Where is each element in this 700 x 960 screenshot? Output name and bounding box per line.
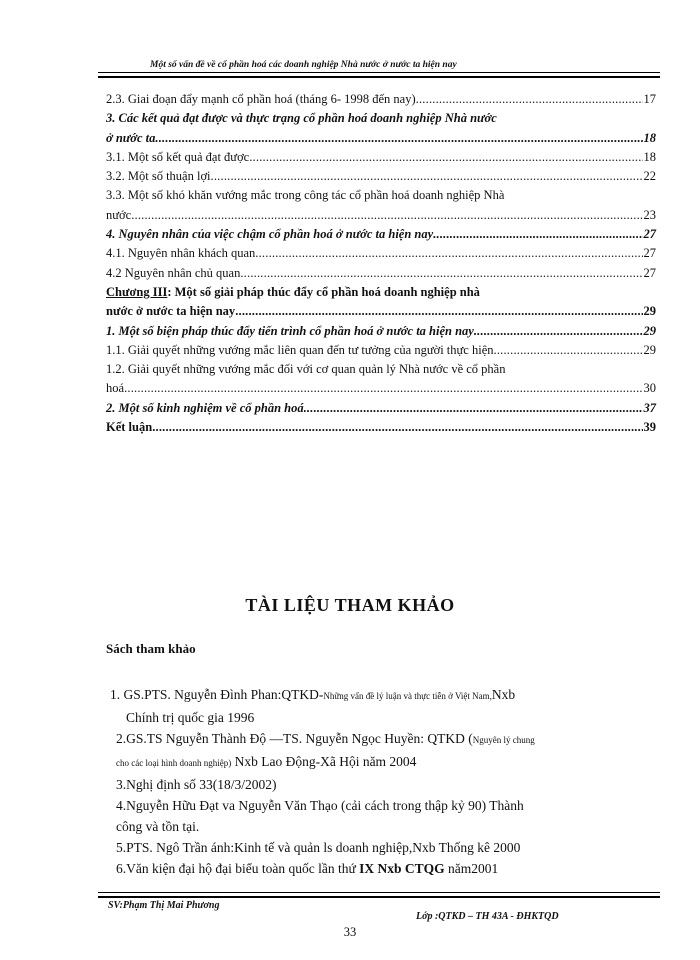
toc-leader: [433, 225, 642, 244]
toc-entry-text: 4. Nguyên nhân của việc chậm cổ phần hoá ở nước ta hiện nay: [106, 227, 434, 242]
toc-entry-text: 3.2. Một số thuận lợi: [106, 169, 211, 184]
toc-entry-text: 1. Một số biện pháp thúc đẩy tiến trình cổ phần hoá ở nước ta hiện nay: [106, 323, 474, 338]
toc-page: 30: [643, 381, 656, 396]
toc-entry[interactable]: [106, 186, 656, 205]
toc-page: 17: [643, 92, 656, 106]
toc-leader: [240, 264, 642, 283]
ref-text-bold: IX Nxb CTQG: [359, 861, 445, 876]
references-subtitle: Sách tham khảo: [106, 641, 196, 656]
toc-page: 22: [643, 169, 656, 184]
toc-entry[interactable]: [106, 225, 656, 244]
toc-entry-text: 2. Một số kinh nghiệm về cổ phần hoá: [106, 400, 304, 415]
toc-entry-text: ở nước ta: [106, 130, 156, 145]
toc-entry[interactable]: [106, 264, 656, 283]
footer-rule-thin: [98, 892, 660, 893]
toc-entry-text: nước ở nước ta hiện nay: [106, 304, 236, 319]
toc-entry-text: nước: [106, 207, 132, 222]
reference-item: [110, 684, 670, 707]
references-list: [110, 684, 670, 879]
toc-entry[interactable]: [106, 90, 656, 109]
toc-page: 23: [643, 207, 656, 222]
reference-item: 5.PTS. Ngô Trần ánh:Kinh tế và quản ls doanh nghiệp,Nxb Thống kê 2000: [116, 840, 521, 855]
toc-leader: [124, 379, 642, 398]
toc-entry[interactable]: [106, 206, 656, 225]
header-rule-thin: [98, 72, 660, 73]
toc-entry[interactable]: [106, 322, 656, 341]
header-rule-thick: [98, 76, 660, 78]
toc-page: 29: [643, 304, 656, 319]
reference-item-cont: [110, 751, 670, 774]
toc-entry-text: 1.1. Giải quyết những vướng mắc liên quan đến tư tưởng của người thực hiện: [106, 342, 494, 357]
running-header: Một số vấn đề về cổ phần hoá các doanh nghiệp Nhà nước ở nước ta hiện nay: [150, 60, 457, 70]
toc-page: 29: [643, 342, 656, 357]
footer-rule-thick: [98, 896, 660, 898]
toc-page: 37: [643, 400, 656, 415]
toc-leader: [131, 206, 642, 225]
toc-page: 18: [643, 130, 656, 145]
references-title: TÀI LIỆU THAM KHẢO: [245, 595, 455, 615]
toc-page: 27: [643, 246, 656, 261]
ref-text: Nxb Lao Động-Xã Hội năm 2004: [231, 754, 417, 769]
toc-entry[interactable]: [106, 341, 656, 360]
toc-leader: [474, 322, 643, 341]
toc-entry-text: 2.3. Giai đoạn đẩy mạnh cổ phần hoá (tháng 6- 1998 đến nay): [106, 92, 416, 106]
ref-text: 2.GS.TS Nguyễn Thành Độ —TS. Nguyễn Ngọc Huyền: QTKD (: [116, 731, 473, 746]
ref-text-small: cho các loại hình doanh nghiệp): [116, 758, 232, 768]
toc-entry[interactable]: [106, 399, 656, 418]
toc-leader: [249, 148, 642, 167]
toc-entry-text: 3.1. Một số kết quả đạt được: [106, 149, 250, 164]
toc-leader: [155, 129, 642, 148]
toc-page: 18: [643, 149, 656, 164]
toc-entry-text: Kết luận: [106, 420, 153, 435]
ref-text: 6.Văn kiện đại hộ đại biểu toàn quốc lần thứ: [116, 861, 360, 876]
toc-page: 39: [643, 420, 656, 435]
reference-item: 4.Nguyễn Hữu Đạt va Nguyễn Văn Thạo (cải cách trong thập kỷ 90) Thành: [116, 798, 524, 813]
toc-entry[interactable]: [106, 129, 656, 148]
toc-entry[interactable]: [106, 148, 656, 167]
toc-entry[interactable]: [106, 418, 656, 437]
toc-leader: [211, 167, 643, 186]
toc-entry-text: 3. Các kết quả đạt được và thực trạng cổ phần hoá doanh nghiệp Nhà nước: [106, 111, 497, 126]
ref-text: năm2001: [444, 861, 499, 876]
toc-entry-text: 1.2. Giải quyết những vướng mắc đối với cơ quan quản lý Nhà nước về cổ phần: [106, 362, 506, 377]
toc-page: 29: [643, 323, 656, 338]
footer-class: Lớp :QTKD – TH 43A - ĐHKTQD: [416, 911, 559, 922]
toc-entry-text: 4.2 Nguyên nhân chủ quan: [106, 265, 241, 280]
toc-entry[interactable]: [106, 379, 656, 398]
toc-leader: [416, 90, 643, 109]
toc-entry[interactable]: [106, 109, 656, 128]
footer-author: SV:Phạm Thị Mai Phương: [108, 900, 220, 911]
toc-leader: [304, 399, 643, 418]
table-of-contents: [106, 90, 656, 437]
toc-leader: [152, 418, 642, 437]
toc-entry[interactable]: [106, 360, 656, 379]
reference-item: [110, 858, 670, 879]
reference-item: [110, 728, 670, 751]
chapter-title: : Một số giải pháp thúc đẩy cổ phần hoá doanh nghiệp nhà: [167, 284, 480, 299]
reference-item-cont: công và tồn tại.: [116, 819, 200, 834]
ref-text-small: Những vấn đề lý luận và thực tiễn ở Việt Nam,: [323, 691, 492, 701]
page-number: 33: [343, 925, 357, 939]
toc-entry-text: hoá: [106, 381, 125, 396]
toc-entry[interactable]: [106, 302, 656, 321]
toc-leader: [494, 341, 643, 360]
toc-entry[interactable]: [106, 167, 656, 186]
toc-leader: [235, 302, 642, 321]
toc-entry-text: 4.1. Nguyên nhân khách quan: [106, 246, 256, 261]
ref-text-small: Nguyên lý chung: [472, 735, 535, 745]
toc-page: 27: [643, 265, 656, 280]
reference-item: 3.Nghị định số 33(18/3/2002): [116, 777, 277, 792]
chapter-label: Chương III: [106, 284, 168, 299]
toc-page: 27: [643, 227, 656, 242]
toc-leader: [255, 244, 642, 263]
toc-entry-text: 3.3. Một số khó khăn vướng mắc trong công tác cổ phần hoá doanh nghiệp Nhà: [106, 188, 505, 203]
toc-entry[interactable]: [106, 283, 656, 302]
ref-text: 1. GS.PTS. Nguyễn Đình Phan:QTKD-: [110, 687, 324, 702]
reference-item-cont: Chính trị quốc gia 1996: [126, 710, 255, 725]
ref-text: Nxb: [491, 687, 516, 702]
toc-entry-text: [106, 283, 480, 302]
toc-entry[interactable]: [106, 244, 656, 263]
